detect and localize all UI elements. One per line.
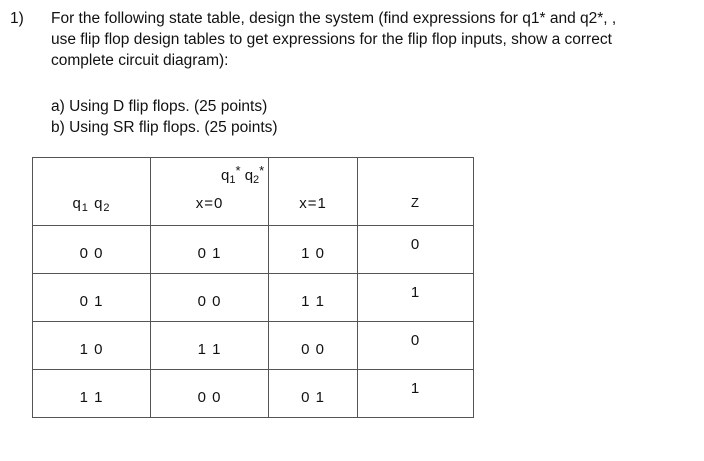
- state-cell: 1 0: [79, 341, 104, 358]
- x0-cell: 1 1: [197, 341, 222, 358]
- z-cell: 1: [410, 284, 421, 301]
- x0-cell: 0 0: [197, 389, 222, 406]
- z-cell: 0: [410, 236, 421, 253]
- state-cell: 0 0: [79, 245, 104, 262]
- x0-cell: 0 0: [197, 293, 222, 310]
- z-cell: 1: [410, 380, 421, 397]
- x0-label: x=0: [195, 195, 224, 212]
- header-x1: [269, 158, 358, 226]
- table-row: [33, 370, 474, 418]
- x0-cell: 0 1: [197, 245, 222, 262]
- question-parts: [51, 96, 278, 138]
- question-line-2: use flip flop design tables to get expressions for the flip flop inputs, show a correct: [51, 31, 612, 48]
- header-z: [358, 158, 474, 226]
- state-cell: 0 1: [79, 293, 104, 310]
- part-a: a) Using D flip flops. (25 points): [51, 98, 268, 115]
- header-present-state: [33, 158, 151, 226]
- state-table: [32, 157, 474, 418]
- x1-cell: 0 1: [301, 389, 325, 406]
- table-row: [33, 226, 474, 274]
- question-text: [51, 8, 681, 71]
- present-state-label: $q_1$ $q_2$: [72, 195, 111, 214]
- x1-label: x=1: [299, 195, 327, 212]
- table-row: [33, 322, 474, 370]
- x1-cell: 1 0: [301, 245, 325, 262]
- table-row: [33, 274, 474, 322]
- z-label: Z: [411, 195, 420, 210]
- question-number: 1): [10, 10, 24, 27]
- state-cell: 1 1: [79, 389, 104, 406]
- z-cell: 0: [410, 332, 421, 349]
- x1-cell: 0 0: [301, 341, 325, 358]
- x1-cell: 1 1: [301, 293, 325, 310]
- question-line-1: For the following state table, design the system (find expressions for q1* and q2*, ,: [51, 10, 617, 27]
- question-line-3: complete circuit diagram):: [51, 52, 229, 69]
- part-b: b) Using SR flip flops. (25 points): [51, 119, 278, 136]
- next-state-heading: $q_1*$ $q_2*$: [221, 163, 265, 186]
